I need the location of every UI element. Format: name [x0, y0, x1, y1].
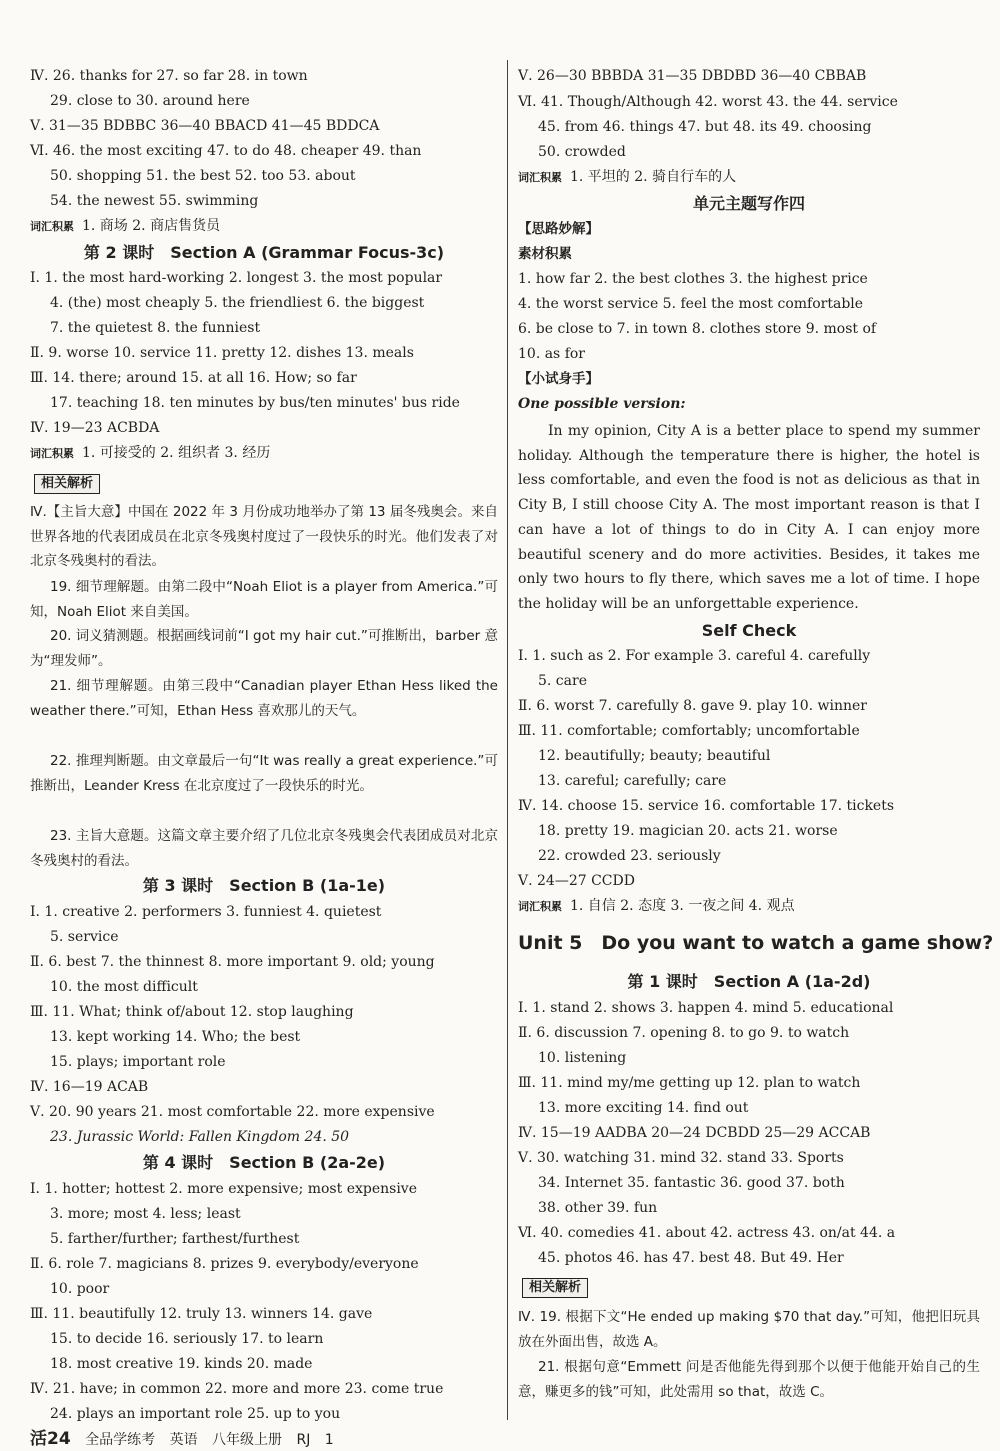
answer-line: 45. from 46. things 47. but 48. its 49. choosing	[538, 119, 872, 135]
vocabulary-text: 1. 可接受的 2. 组织者 3. 经历	[82, 445, 271, 461]
answer-line: 18. pretty 19. magician 20. acts 21. worse	[538, 823, 838, 839]
answer-line: Ⅱ. 6. best 7. the thinnest 8. more important 9. old; young	[30, 954, 435, 970]
vocabulary-tag: 词汇积累	[518, 900, 562, 913]
vocabulary-text: 1. 商场 2. 商店售货员	[82, 218, 221, 234]
answer-line: 17. teaching 18. ten minutes by bus/ten minutes' bus ride	[50, 395, 460, 411]
vocabulary-line	[518, 167, 980, 188]
answer-line: 38. other 39. fun	[538, 1200, 658, 1216]
answer-line: Ⅲ. 11. comfortable; comfortably; uncomfortable	[518, 723, 860, 739]
answer-line: Ⅱ. 6. worst 7. carefully 8. gave 9. play 10. winner	[518, 698, 867, 714]
analysis-paragraph: 19. 细节理解题。由第二段中“Noah Eliot is a player from America.”可知，Noah Eliot 来自美国。	[30, 579, 498, 620]
answer-line: Ⅲ. 14. there; around 15. at all 16. How; so far	[30, 370, 357, 386]
analysis-paragraph: 21. 细节理解题。由第三段中“Canadian player Ethan Hess liked the weather there.”可知，Ethan Hess 喜欢那儿的天气。	[30, 678, 498, 719]
answer-line: 15. to decide 16. seriously 17. to learn	[50, 1331, 324, 1347]
answer-line: 13. more exciting 14. find out	[538, 1100, 749, 1116]
answer-line: Ⅵ. 40. comedies 41. about 42. actress 43. on/at 44. a	[518, 1225, 896, 1241]
unit-writing-heading: 单元主题写作四	[692, 194, 805, 213]
lesson-heading: 第 1 课时 Section A (1a-2d)	[627, 972, 871, 991]
vocabulary-tag: 词汇积累	[30, 220, 74, 233]
answer-line: Ⅲ. 11. What; think of/about 12. stop laughing	[30, 1004, 354, 1020]
brand-name: 全品学练考	[85, 1432, 156, 1448]
page-footer	[30, 1424, 344, 1449]
answer-line: 7. the quietest 8. the funniest	[50, 320, 261, 336]
answer-line: Ⅳ. 15—19 AADBA 20—24 DCBDD 25—29 ACCAB	[518, 1125, 871, 1141]
section-label: 【小试身手】	[518, 371, 599, 387]
answer-line: Ⅲ. 11. beautifully 12. truly 13. winners 14. gave	[30, 1306, 373, 1322]
vocabulary-tag: 词汇积累	[518, 171, 562, 184]
answer-line: Ⅳ. 19—23 ACBDA	[30, 420, 160, 436]
lesson-heading: 第 2 课时 Section A (Grammar Focus-3c)	[83, 243, 445, 262]
lesson-heading: 第 4 课时 Section B (2a-2e)	[142, 1153, 386, 1172]
answer-line: 4. (the) most cheaply 5. the friendliest 6. the biggest	[50, 295, 425, 311]
answer-line: 50. crowded	[538, 144, 626, 160]
analysis-paragraph: Ⅳ.【主旨大意】中国在 2022 年 3 月份成功地举办了第 13 届冬残奥会。来自世界各地的代表团成员在北京冬残奥村度过了一段快乐的时光。他们发表了对北京冬残奥村的看法。	[30, 504, 498, 569]
answer-line: Ⅳ. 14. choose 15. service 16. comfortable 17. tickets	[518, 798, 895, 814]
volume-number: 1	[324, 1432, 334, 1448]
edition-label: RJ	[296, 1432, 311, 1448]
answer-line: Ⅱ. 6. role 7. magicians 8. prizes 9. everybody/everyone	[30, 1256, 419, 1272]
related-analysis-tag: 相关解析	[522, 1278, 588, 1298]
version-label: One possible version:	[518, 396, 686, 412]
analysis-paragraph: 20. 词义猜测题。根据画线词前“I got my hair cut.”可推断出，barber 意为“理发师”。	[30, 628, 498, 669]
answer-line: Ⅴ. 30. watching 31. mind 32. stand 33. Sports	[518, 1150, 844, 1166]
column-divider	[507, 60, 508, 1420]
answer-line: 15. plays; important role	[50, 1054, 226, 1070]
answer-line: Ⅱ. 9. worse 10. service 11. pretty 12. dishes 13. meals	[30, 345, 414, 361]
answer-line: 24. plays an important role 25. up to you	[50, 1406, 341, 1422]
answer-line: Ⅰ. 1. such as 2. For example 3. careful 4. carefully	[518, 648, 871, 664]
self-check-heading: Self Check	[701, 621, 797, 640]
model-essay: In my opinion, City A is a better place to spend my summer holiday. Although the temperature there is higher, the hotel is less comfortable, and even the food is not as delicious as that in City B, I still choose City A. The most important reason is that I can have a lot of things to do in City A. I can enjoy more beautiful scenery and do more activities. Besides, it takes me only two hours to fly there, which saves me a lot of time. I hope the holiday will be an unforgettable experience.	[518, 423, 980, 612]
grade-label: 八年级上册	[212, 1432, 283, 1448]
lesson-heading: 第 3 课时 Section B (1a-1e)	[142, 876, 386, 895]
answer-line: 13. careful; carefully; care	[538, 773, 727, 789]
answer-line: 1. how far 2. the best clothes 3. the highest price	[518, 271, 868, 287]
vocabulary-line	[30, 443, 498, 464]
answer-line: 23. Jurassic World: Fallen Kingdom 24. 50	[50, 1129, 350, 1145]
vocabulary-tag: 词汇积累	[30, 447, 74, 460]
vocabulary-text: 1. 平坦的 2. 骑自行车的人	[570, 169, 737, 185]
answer-line: Ⅲ. 11. mind my/me getting up 12. plan to watch	[518, 1075, 861, 1091]
answer-line: 34. Internet 35. fantastic 36. good 37. both	[538, 1175, 845, 1191]
analysis-paragraph: 23. 主旨大意题。这篇文章主要介绍了几位北京冬残奥会代表团成员对北京冬残奥村的看法。	[30, 828, 498, 869]
answer-line: Ⅵ. 46. the most exciting 47. to do 48. cheaper 49. than	[30, 143, 422, 159]
answer-line: 22. crowded 23. seriously	[538, 848, 721, 864]
subject-label: 英语	[169, 1432, 198, 1448]
related-analysis-tag: 相关解析	[34, 474, 100, 494]
answer-line: 18. most creative 19. kinds 20. made	[50, 1356, 313, 1372]
answer-line: 54. the newest 55. swimming	[50, 193, 259, 209]
answer-line: 12. beautifully; beauty; beautiful	[538, 748, 771, 764]
answer-line: 13. kept working 14. Who; the best	[50, 1029, 301, 1045]
answer-line: 10. listening	[538, 1050, 627, 1066]
vocabulary-text: 1. 自信 2. 态度 3. 一夜之间 4. 观点	[570, 898, 795, 914]
unit-title: Unit 5 Do you want to watch a game show?	[518, 932, 994, 954]
page-number: 活24	[30, 1429, 71, 1449]
analysis-paragraph: 21. 根据句意“Emmett 问是否他能先得到那个以便于他能开始自己的生意，赚更多的钱”可知，此处需用 so that，故选 C。	[518, 1359, 980, 1400]
answer-line: Ⅰ. 1. the most hard-working 2. longest 3. the most popular	[30, 270, 443, 286]
section-label: 【思路妙解】	[518, 221, 599, 237]
answer-line: Ⅰ. 1. stand 2. shows 3. happen 4. mind 5. educational	[518, 1000, 894, 1016]
vocabulary-line	[518, 896, 980, 917]
answer-line: 5. service	[50, 929, 119, 945]
answer-line: Ⅴ. 31—35 BDBBC 36—40 BBACD 41—45 BDDCA	[30, 118, 380, 134]
answer-line: 5. farther/further; farthest/furthest	[50, 1231, 300, 1247]
answer-line: 50. shopping 51. the best 52. too 53. about	[50, 168, 356, 184]
answer-line: 10. as for	[518, 346, 585, 362]
answer-line: Ⅱ. 6. discussion 7. opening 8. to go 9. to watch	[518, 1025, 850, 1041]
answer-line: 6. be close to 7. in town 8. clothes store 9. most of	[518, 321, 877, 337]
answer-line: 4. the worst service 5. feel the most comfortable	[518, 296, 864, 312]
answer-line: Ⅰ. 1. creative 2. performers 3. funniest 4. quietest	[30, 904, 382, 920]
answer-line: Ⅳ. 26. thanks for 27. so far 28. in town	[30, 68, 308, 84]
section-label: 素材积累	[518, 246, 572, 262]
answer-line: 10. poor	[50, 1281, 110, 1297]
vocabulary-line	[30, 216, 498, 237]
answer-line: Ⅳ. 16—19 ACAB	[30, 1079, 149, 1095]
answer-line: Ⅳ. 21. have; in common 22. more and more 23. come true	[30, 1381, 444, 1397]
answer-line: 5. care	[538, 673, 587, 689]
answer-line: Ⅴ. 26—30 BBBDA 31—35 DBDBD 36—40 CBBAB	[518, 68, 867, 84]
answer-line: Ⅰ. 1. hotter; hottest 2. more expensive; most expensive	[30, 1181, 417, 1197]
answer-line: Ⅴ. 20. 90 years 21. most comfortable 22. more expensive	[30, 1104, 435, 1120]
analysis-paragraph: Ⅳ. 19. 根据下文“He ended up making $70 that day.”可知，他把旧玩具放在外面出售，故选 A。	[518, 1309, 980, 1350]
answer-line: 29. close to 30. around here	[50, 93, 250, 109]
answer-line: Ⅵ. 41. Though/Although 42. worst 43. the 44. service	[518, 94, 898, 110]
answer-line: 10. the most difficult	[50, 979, 198, 995]
analysis-paragraph: 22. 推理判断题。由文章最后一句“It was really a great experience.”可推断出，Leander Kress 在北京度过了一段快乐的时光。	[30, 753, 498, 794]
answer-line: 45. photos 46. has 47. best 48. But 49. Her	[538, 1250, 844, 1266]
answer-line: Ⅴ. 24—27 CCDD	[518, 873, 635, 889]
answer-line: 3. more; most 4. less; least	[50, 1206, 241, 1222]
